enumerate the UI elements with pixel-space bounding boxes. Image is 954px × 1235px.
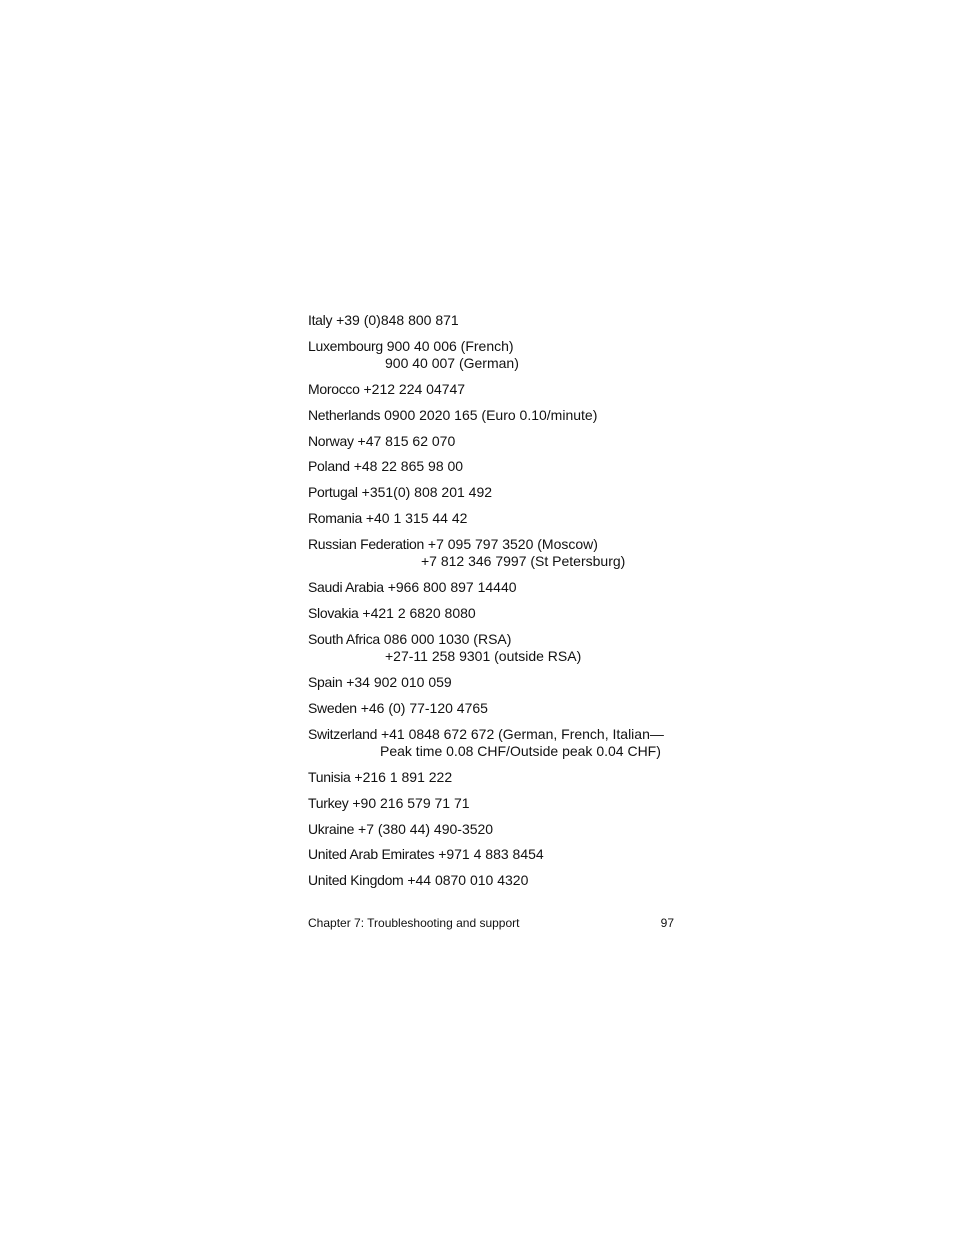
country-name: United Arab Emirates bbox=[308, 846, 435, 863]
country-name: Netherlands bbox=[308, 406, 381, 423]
list-item bbox=[308, 726, 688, 761]
list-item bbox=[308, 312, 688, 330]
country-name: Ukraine bbox=[308, 820, 355, 837]
country-name: Romania bbox=[308, 510, 362, 527]
phone-number: +48 22 865 98 00 bbox=[353, 458, 464, 475]
list-item bbox=[308, 674, 688, 692]
phone-number: 900 40 006 (French) bbox=[386, 337, 514, 354]
list-item bbox=[308, 579, 688, 597]
phone-number: +44 0870 010 4320 bbox=[407, 872, 529, 889]
list-item bbox=[308, 872, 688, 890]
support-phone-list bbox=[308, 312, 688, 898]
country-name: Luxembourg bbox=[308, 337, 383, 354]
list-item bbox=[308, 846, 688, 864]
list-item bbox=[308, 700, 688, 718]
phone-number: +46 (0) 77-120 4765 bbox=[360, 699, 488, 716]
country-name: South Africa bbox=[308, 630, 380, 647]
phone-number: +40 1 315 44 42 bbox=[365, 510, 468, 527]
phone-number: +47 815 62 070 bbox=[357, 432, 456, 449]
country-name: Turkey bbox=[308, 794, 349, 811]
list-item bbox=[308, 536, 688, 571]
list-item bbox=[308, 407, 688, 425]
list-item bbox=[308, 458, 688, 476]
country-name: Switzerland bbox=[308, 725, 378, 742]
country-name: Russian Federation bbox=[308, 535, 424, 552]
phone-number: +90 216 579 71 71 bbox=[352, 794, 470, 811]
list-item bbox=[308, 605, 688, 623]
country-name: Spain bbox=[308, 674, 343, 691]
phone-number: +41 0848 672 672 (German, French, Italian— bbox=[380, 725, 664, 742]
country-name: Poland bbox=[308, 458, 350, 475]
phone-number: +34 902 010 059 bbox=[346, 674, 452, 691]
phone-number: 086 000 1030 (RSA) bbox=[383, 630, 512, 647]
country-name: Morocco bbox=[308, 381, 360, 398]
list-item bbox=[308, 484, 688, 502]
list-item bbox=[308, 510, 688, 528]
phone-number: +971 4 883 8454 bbox=[438, 846, 544, 863]
phone-number: 0900 2020 165 (Euro 0.10/minute) bbox=[384, 406, 598, 423]
list-item bbox=[308, 381, 688, 399]
phone-number: +212 224 04747 bbox=[363, 381, 466, 398]
country-name: Norway bbox=[308, 432, 354, 449]
chapter-title: Chapter 7: Troubleshooting and support bbox=[308, 916, 520, 930]
country-name: Slovakia bbox=[308, 604, 359, 621]
phone-number: +7 095 797 3520 (Moscow) bbox=[427, 535, 598, 552]
list-item bbox=[308, 769, 688, 787]
country-name: United Kingdom bbox=[308, 872, 404, 889]
phone-number: +39 (0)848 800 871 bbox=[336, 312, 459, 328]
list-item bbox=[308, 338, 688, 373]
phone-number: +421 2 6820 8080 bbox=[362, 604, 476, 621]
list-item bbox=[308, 821, 688, 839]
phone-number: +351(0) 808 201 492 bbox=[361, 484, 493, 501]
list-item bbox=[308, 433, 688, 451]
page-number: 97 bbox=[660, 916, 674, 930]
country-name: Sweden bbox=[308, 699, 357, 716]
list-item bbox=[308, 631, 688, 666]
list-item bbox=[308, 795, 688, 813]
phone-number: +7 (380 44) 490-3520 bbox=[358, 820, 494, 837]
country-name: Italy bbox=[308, 312, 333, 328]
country-name: Portugal bbox=[308, 484, 358, 501]
phone-number: +966 800 897 14440 bbox=[387, 579, 517, 596]
phone-number: +216 1 891 222 bbox=[354, 768, 453, 785]
country-name: Saudi Arabia bbox=[308, 579, 384, 596]
phone-number-continuation: +27-11 258 9301 (outside RSA) bbox=[385, 648, 582, 665]
phone-number-continuation: Peak time 0.08 CHF/Outside peak 0.04 CHF) bbox=[380, 743, 661, 760]
phone-number-continuation: 900 40 007 (German) bbox=[385, 355, 519, 372]
country-name: Tunisia bbox=[308, 768, 351, 785]
phone-number-continuation: +7 812 346 7997 (St Petersburg) bbox=[421, 553, 626, 570]
